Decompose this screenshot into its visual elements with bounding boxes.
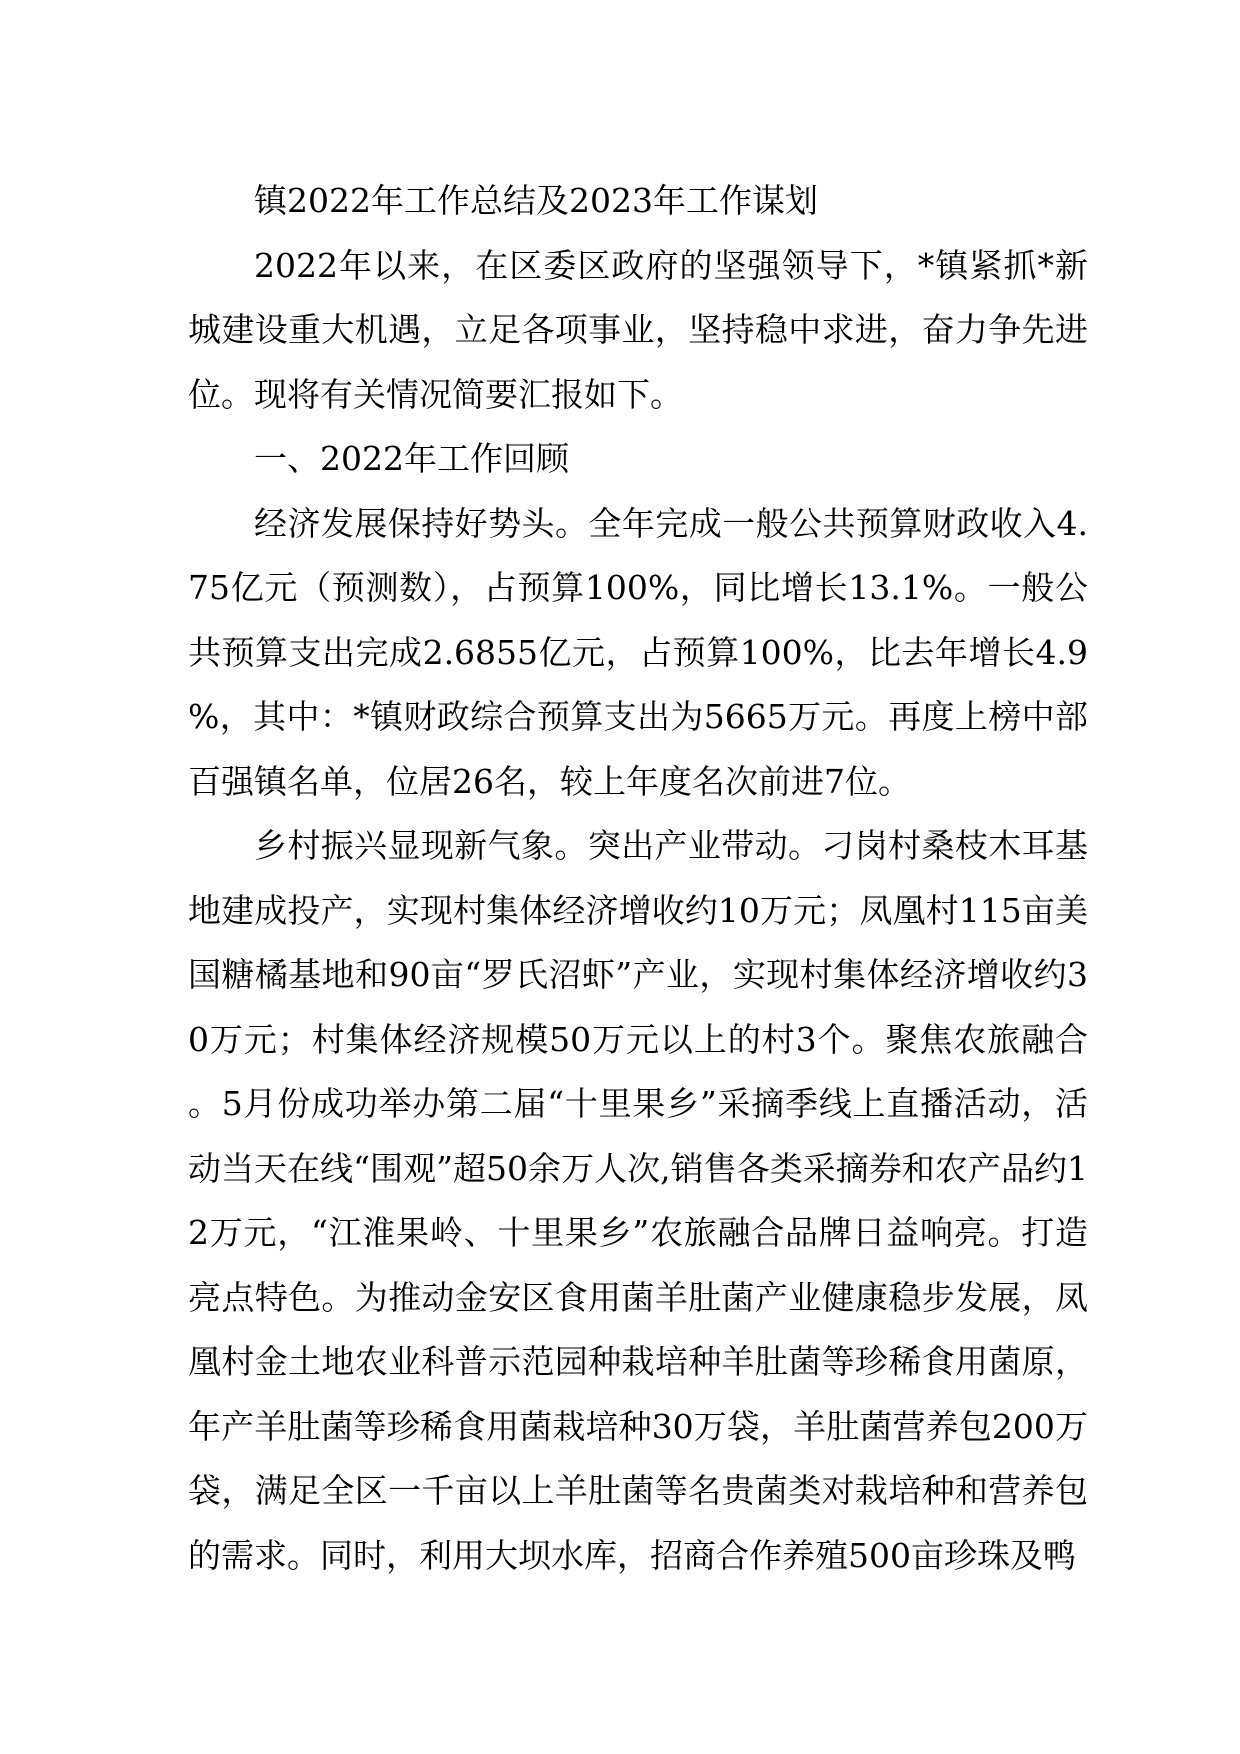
document-body	[188, 169, 1088, 1588]
document-title: 镇2022年工作总结及2023年工作谋划	[254, 181, 818, 220]
intro-paragraph: 2022年以来，在区委区政府的坚强领导下，*镇紧抓*新城建设重大机遇，立足各项事业，坚持稳中求进，奋力争先进位。现将有关情况简要汇报如下。	[188, 245, 1088, 414]
economy-paragraph: 经济发展保持好势头。全年完成一般公共预算财政收入4.75亿元（预测数），占预算100%，同比增长13.1%。一般公共预算支出完成2.6855亿元，占预算100%，比去年增长4.9%，其中：*镇财政综合预算支出为5665万元。再度上榜中部百强镇名单，位居26名，较上年度名次前进7位。	[188, 503, 1088, 801]
rural-revitalization-paragraph: 乡村振兴显现新气象。突出产业带动。刁岗村桑枝木耳基地建成投产，实现村集体经济增收约10万元；凤凰村115亩美国糖橘基地和90亩“罗氏沼虾”产业，实现村集体经济增收约30万元；村集体经济规模50万元以上的村3个。聚焦农旅融合。5月份成功举办第二届“十里果乡”采摘季线上直播活动，活动当天在线“围观”超50余万人次,销售各类采摘券和农产品约12万元，“江淮果岭、十里果乡”农旅融合品牌日益响亮。打造亮点特色。为推动金安区食用菌羊肚菌产业健康稳步发展，凤凰村金土地农业科普示范园种栽培种羊肚菌等珍稀食用菌原，年产羊肚菌等珍稀食用菌栽培种30万袋，羊肚菌营养包200万袋，满足全区一千亩以上羊肚菌等名贵菌类对栽培种和营养包的需求。同时，利用大坝水库，招商合作养殖500亩珍珠及鸭	[188, 826, 1088, 1575]
section-heading: 一、2022年工作回顾	[254, 439, 569, 478]
